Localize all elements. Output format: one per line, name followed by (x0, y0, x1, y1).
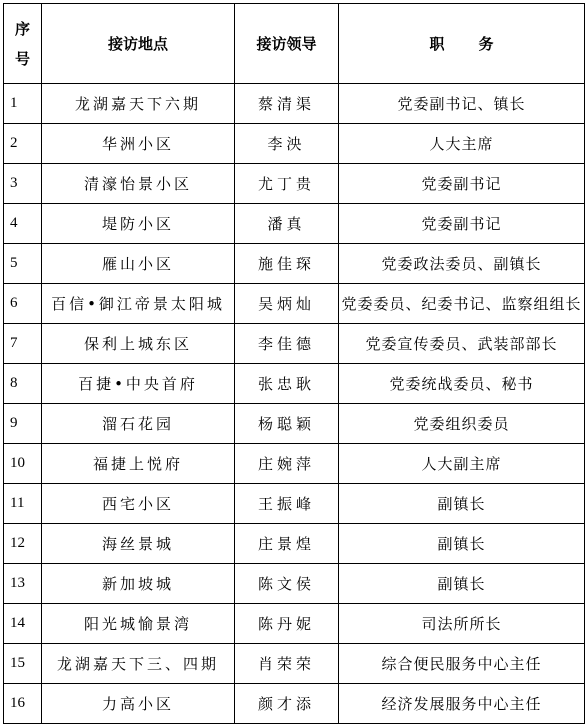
row-number: 6 (4, 284, 42, 324)
header-serial-top: 序 (14, 19, 30, 38)
leader-duty: 副镇长 (339, 524, 585, 564)
row-number: 3 (4, 164, 42, 204)
reception-leader: 陈丹妮 (235, 604, 339, 644)
header-serial-number (4, 4, 42, 84)
row-number: 12 (4, 524, 42, 564)
table-row (4, 604, 585, 644)
reception-place: 新加坡城 (42, 564, 235, 604)
row-number: 2 (4, 124, 42, 164)
reception-place: 龙湖嘉天下三、四期 (42, 644, 235, 684)
row-number: 15 (4, 644, 42, 684)
leader-duty: 党委政法委员、副镇长 (339, 244, 585, 284)
reception-place: 力高小区 (42, 684, 235, 724)
row-number: 16 (4, 684, 42, 724)
table-row (4, 564, 585, 604)
header-duty: 职务 (339, 4, 585, 84)
table-row (4, 524, 585, 564)
reception-leader: 颜才添 (235, 684, 339, 724)
reception-leader: 陈文侯 (235, 564, 339, 604)
leader-duty: 党委组织委员 (339, 404, 585, 444)
row-number: 10 (4, 444, 42, 484)
reception-place: 海丝景城 (42, 524, 235, 564)
row-number: 13 (4, 564, 42, 604)
reception-leader: 尤丁贵 (235, 164, 339, 204)
row-number: 7 (4, 324, 42, 364)
reception-place: 清濠怡景小区 (42, 164, 235, 204)
reception-place: 百捷•中央首府 (42, 364, 235, 404)
row-number: 11 (4, 484, 42, 524)
leader-duty: 司法所所长 (339, 604, 585, 644)
leader-duty: 党委副书记 (339, 164, 585, 204)
reception-place: 福捷上悦府 (42, 444, 235, 484)
header-leader: 接访领导 (235, 4, 339, 84)
table-row (4, 84, 585, 124)
reception-place: 保利上城东区 (42, 324, 235, 364)
leader-duty: 党委副书记 (339, 204, 585, 244)
header-serial-bottom: 号 (14, 49, 30, 68)
table-row (4, 644, 585, 684)
leader-duty: 人大主席 (339, 124, 585, 164)
reception-leader: 李泱 (235, 124, 339, 164)
table-row (4, 124, 585, 164)
leader-duty: 人大副主席 (339, 444, 585, 484)
table-row (4, 684, 585, 724)
row-number: 9 (4, 404, 42, 444)
reception-place: 西宅小区 (42, 484, 235, 524)
leader-duty: 党委宣传委员、武装部部长 (339, 324, 585, 364)
reception-place: 百信•御江帝景太阳城 (42, 284, 235, 324)
reception-place: 阳光城愉景湾 (42, 604, 235, 644)
table-row (4, 244, 585, 284)
reception-schedule-table (3, 3, 585, 724)
reception-leader: 肖荣荣 (235, 644, 339, 684)
table-row (4, 284, 585, 324)
table-row (4, 444, 585, 484)
reception-leader: 王振峰 (235, 484, 339, 524)
reception-leader: 庄婉萍 (235, 444, 339, 484)
table-row (4, 484, 585, 524)
reception-place: 雁山小区 (42, 244, 235, 284)
table-row (4, 364, 585, 404)
leader-duty: 副镇长 (339, 564, 585, 604)
reception-leader: 杨聪颖 (235, 404, 339, 444)
header-place: 接访地点 (42, 4, 235, 84)
reception-place: 堤防小区 (42, 204, 235, 244)
table-row (4, 204, 585, 244)
header-row (4, 4, 585, 84)
leader-duty: 党委统战委员、秘书 (339, 364, 585, 404)
reception-leader: 李佳德 (235, 324, 339, 364)
reception-leader: 蔡清渠 (235, 84, 339, 124)
reception-leader: 潘真 (235, 204, 339, 244)
row-number: 14 (4, 604, 42, 644)
table-row (4, 164, 585, 204)
leader-duty: 经济发展服务中心主任 (339, 684, 585, 724)
leader-duty: 党委委员、纪委书记、监察组组长 (339, 284, 585, 324)
reception-place: 华洲小区 (42, 124, 235, 164)
reception-place: 溜石花园 (42, 404, 235, 444)
reception-leader: 吴炳灿 (235, 284, 339, 324)
reception-leader: 庄景煌 (235, 524, 339, 564)
reception-leader: 张忠耿 (235, 364, 339, 404)
leader-duty: 党委副书记、镇长 (339, 84, 585, 124)
leader-duty: 副镇长 (339, 484, 585, 524)
table-row (4, 324, 585, 364)
leader-duty: 综合便民服务中心主任 (339, 644, 585, 684)
reception-place: 龙湖嘉天下六期 (42, 84, 235, 124)
row-number: 5 (4, 244, 42, 284)
row-number: 8 (4, 364, 42, 404)
row-number: 4 (4, 204, 42, 244)
row-number: 1 (4, 84, 42, 124)
reception-leader: 施佳琛 (235, 244, 339, 284)
table-row (4, 404, 585, 444)
